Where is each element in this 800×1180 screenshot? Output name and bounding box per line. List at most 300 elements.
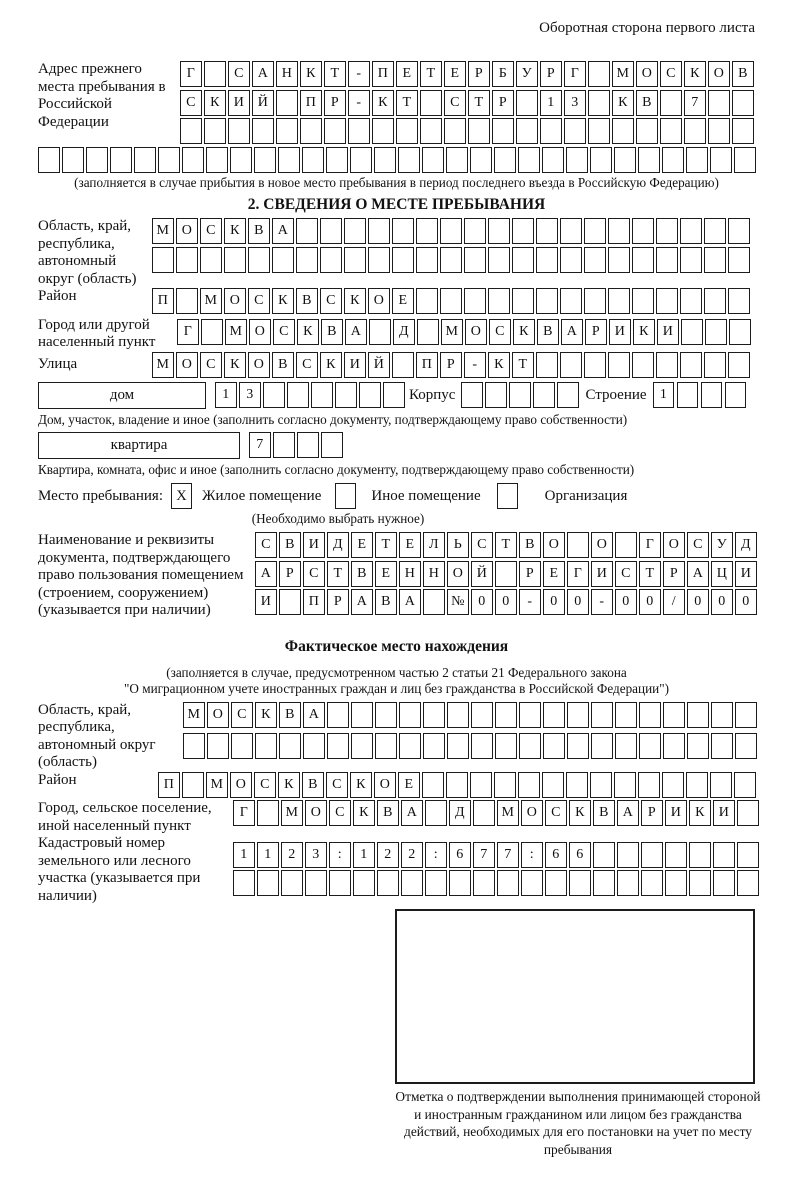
char-cell[interactable]: [297, 432, 319, 458]
char-cell[interactable]: [303, 733, 325, 759]
char-cell[interactable]: К: [320, 352, 342, 378]
char-cell[interactable]: С: [296, 352, 318, 378]
char-cell[interactable]: [375, 733, 397, 759]
char-cell[interactable]: [231, 733, 253, 759]
char-cell[interactable]: Г: [233, 800, 255, 826]
char-cell[interactable]: С: [545, 800, 567, 826]
char-cell[interactable]: [350, 147, 372, 173]
char-cell[interactable]: 1: [215, 382, 237, 408]
grid-korpus[interactable]: [461, 382, 581, 409]
char-cell[interactable]: 0: [615, 589, 637, 615]
char-cell[interactable]: [710, 147, 732, 173]
char-cell[interactable]: [615, 702, 637, 728]
char-cell[interactable]: [584, 218, 606, 244]
char-cell[interactable]: [494, 772, 516, 798]
char-cell[interactable]: Т: [375, 532, 397, 558]
char-cell[interactable]: [636, 118, 658, 144]
char-cell[interactable]: [732, 90, 754, 116]
char-cell[interactable]: [473, 800, 495, 826]
char-cell[interactable]: [281, 870, 303, 896]
char-cell[interactable]: А: [345, 319, 367, 345]
char-cell[interactable]: М: [206, 772, 228, 798]
char-cell[interactable]: С: [273, 319, 295, 345]
char-cell[interactable]: [279, 589, 301, 615]
char-cell[interactable]: Р: [492, 90, 514, 116]
char-cell[interactable]: [615, 532, 637, 558]
char-cell[interactable]: [495, 733, 517, 759]
char-cell[interactable]: [519, 702, 541, 728]
char-cell[interactable]: [276, 118, 298, 144]
char-cell[interactable]: В: [302, 772, 324, 798]
grid-kadastr-row2[interactable]: [233, 870, 761, 896]
char-cell[interactable]: Т: [396, 90, 418, 116]
char-cell[interactable]: [416, 218, 438, 244]
char-cell[interactable]: [464, 247, 486, 273]
char-cell[interactable]: [593, 870, 615, 896]
char-cell[interactable]: Т: [327, 561, 349, 587]
char-cell[interactable]: С: [303, 561, 325, 587]
char-cell[interactable]: [375, 702, 397, 728]
char-cell[interactable]: [656, 218, 678, 244]
char-cell[interactable]: [62, 147, 84, 173]
char-cell[interactable]: [398, 147, 420, 173]
char-cell[interactable]: Е: [399, 532, 421, 558]
char-cell[interactable]: [711, 702, 733, 728]
grid-prev-address-row4[interactable]: [38, 147, 755, 173]
char-cell[interactable]: [536, 247, 558, 273]
char-cell[interactable]: 0: [471, 589, 493, 615]
char-cell[interactable]: [617, 870, 639, 896]
char-cell[interactable]: О: [636, 61, 658, 87]
char-cell[interactable]: [689, 842, 711, 868]
char-cell[interactable]: О: [207, 702, 229, 728]
char-cell[interactable]: [326, 147, 348, 173]
char-cell[interactable]: [488, 288, 510, 314]
char-cell[interactable]: 0: [495, 589, 517, 615]
char-cell[interactable]: [512, 288, 534, 314]
char-cell[interactable]: [392, 218, 414, 244]
char-cell[interactable]: [377, 870, 399, 896]
char-cell[interactable]: Г: [180, 61, 202, 87]
char-cell[interactable]: [711, 733, 733, 759]
char-cell[interactable]: [420, 118, 442, 144]
char-cell[interactable]: [440, 247, 462, 273]
char-cell[interactable]: П: [152, 288, 174, 314]
char-cell[interactable]: П: [372, 61, 394, 87]
char-cell[interactable]: 3: [305, 842, 327, 868]
char-cell[interactable]: :: [329, 842, 351, 868]
char-cell[interactable]: [588, 61, 610, 87]
grid-prev-address-row2[interactable]: [180, 90, 756, 116]
char-cell[interactable]: [608, 288, 630, 314]
char-cell[interactable]: С: [471, 532, 493, 558]
char-cell[interactable]: [321, 432, 343, 458]
char-cell[interactable]: О: [663, 532, 685, 558]
char-cell[interactable]: С: [660, 61, 682, 87]
char-cell[interactable]: С: [228, 61, 250, 87]
char-cell[interactable]: [590, 147, 612, 173]
char-cell[interactable]: [734, 772, 756, 798]
grid-document-row2[interactable]: [255, 561, 759, 587]
char-cell[interactable]: [663, 702, 685, 728]
char-cell[interactable]: [533, 382, 555, 408]
char-cell[interactable]: [713, 842, 735, 868]
char-cell[interactable]: К: [513, 319, 535, 345]
grid-stroenie[interactable]: [653, 382, 749, 409]
char-cell[interactable]: В: [351, 561, 373, 587]
char-cell[interactable]: [660, 90, 682, 116]
char-cell[interactable]: [591, 733, 613, 759]
char-cell[interactable]: [662, 147, 684, 173]
char-cell[interactable]: О: [465, 319, 487, 345]
grid-gorod-fact[interactable]: [233, 800, 761, 826]
char-cell[interactable]: [201, 319, 223, 345]
char-cell[interactable]: [641, 870, 663, 896]
char-cell[interactable]: [641, 842, 663, 868]
char-cell[interactable]: С: [444, 90, 466, 116]
char-cell[interactable]: [632, 288, 654, 314]
char-cell[interactable]: С: [231, 702, 253, 728]
grid-ulitsa-s2[interactable]: [152, 352, 752, 378]
char-cell[interactable]: [182, 147, 204, 173]
char-cell[interactable]: [687, 702, 709, 728]
char-cell[interactable]: [543, 733, 565, 759]
char-cell[interactable]: [566, 147, 588, 173]
char-cell[interactable]: Д: [449, 800, 471, 826]
char-cell[interactable]: [516, 118, 538, 144]
char-cell[interactable]: [287, 382, 309, 408]
char-cell[interactable]: И: [609, 319, 631, 345]
char-cell[interactable]: В: [279, 702, 301, 728]
char-cell[interactable]: [564, 118, 586, 144]
char-cell[interactable]: [449, 870, 471, 896]
char-cell[interactable]: [320, 218, 342, 244]
char-cell[interactable]: [351, 702, 373, 728]
char-cell[interactable]: А: [252, 61, 274, 87]
char-cell[interactable]: [296, 247, 318, 273]
char-cell[interactable]: Т: [639, 561, 661, 587]
char-cell[interactable]: [228, 118, 250, 144]
char-cell[interactable]: [396, 118, 418, 144]
char-cell[interactable]: К: [689, 800, 711, 826]
char-cell[interactable]: М: [441, 319, 463, 345]
char-cell[interactable]: Д: [735, 532, 757, 558]
checkbox-organizatsiya[interactable]: [497, 483, 518, 509]
grid-kvartira[interactable]: [249, 432, 345, 459]
char-cell[interactable]: П: [416, 352, 438, 378]
char-cell[interactable]: [684, 118, 706, 144]
char-cell[interactable]: Д: [327, 532, 349, 558]
char-cell[interactable]: [182, 772, 204, 798]
char-cell[interactable]: [680, 288, 702, 314]
char-cell[interactable]: А: [561, 319, 583, 345]
char-cell[interactable]: С: [255, 532, 277, 558]
char-cell[interactable]: [737, 842, 759, 868]
char-cell[interactable]: [38, 147, 60, 173]
char-cell[interactable]: [735, 733, 757, 759]
char-cell[interactable]: [351, 733, 373, 759]
char-cell[interactable]: М: [225, 319, 247, 345]
char-cell[interactable]: [311, 382, 333, 408]
char-cell[interactable]: Т: [512, 352, 534, 378]
char-cell[interactable]: [423, 733, 445, 759]
char-cell[interactable]: Й: [471, 561, 493, 587]
char-cell[interactable]: [440, 218, 462, 244]
char-cell[interactable]: [447, 733, 469, 759]
char-cell[interactable]: [248, 247, 270, 273]
grid-oblast-s2-row2[interactable]: [152, 247, 752, 273]
char-cell[interactable]: 0: [543, 589, 565, 615]
char-cell[interactable]: [494, 147, 516, 173]
char-cell[interactable]: [447, 702, 469, 728]
char-cell[interactable]: -: [464, 352, 486, 378]
char-cell[interactable]: [422, 147, 444, 173]
char-cell[interactable]: [263, 382, 285, 408]
char-cell[interactable]: Е: [444, 61, 466, 87]
grid-oblast-fact-row1[interactable]: [183, 702, 759, 728]
char-cell[interactable]: [471, 733, 493, 759]
char-cell[interactable]: Р: [327, 589, 349, 615]
char-cell[interactable]: [677, 382, 699, 408]
char-cell[interactable]: У: [516, 61, 538, 87]
char-cell[interactable]: [566, 772, 588, 798]
char-cell[interactable]: [152, 247, 174, 273]
char-cell[interactable]: №: [447, 589, 469, 615]
char-cell[interactable]: А: [617, 800, 639, 826]
char-cell[interactable]: [495, 561, 517, 587]
char-cell[interactable]: [536, 352, 558, 378]
char-cell[interactable]: В: [321, 319, 343, 345]
char-cell[interactable]: [446, 147, 468, 173]
char-cell[interactable]: [416, 247, 438, 273]
char-cell[interactable]: О: [708, 61, 730, 87]
char-cell[interactable]: Р: [519, 561, 541, 587]
char-cell[interactable]: С: [489, 319, 511, 345]
char-cell[interactable]: -: [519, 589, 541, 615]
char-cell[interactable]: [680, 218, 702, 244]
char-cell[interactable]: [176, 247, 198, 273]
checkbox-inoe[interactable]: [335, 483, 356, 509]
char-cell[interactable]: [110, 147, 132, 173]
char-cell[interactable]: М: [152, 218, 174, 244]
char-cell[interactable]: [444, 118, 466, 144]
char-cell[interactable]: К: [224, 352, 246, 378]
char-cell[interactable]: [471, 702, 493, 728]
grid-document-row1[interactable]: [255, 532, 759, 558]
char-cell[interactable]: [545, 870, 567, 896]
char-cell[interactable]: А: [401, 800, 423, 826]
char-cell[interactable]: [615, 733, 637, 759]
char-cell[interactable]: Н: [423, 561, 445, 587]
char-cell[interactable]: [254, 147, 276, 173]
char-cell[interactable]: [704, 218, 726, 244]
char-cell[interactable]: Е: [398, 772, 420, 798]
char-cell[interactable]: [732, 118, 754, 144]
char-cell[interactable]: -: [591, 589, 613, 615]
char-cell[interactable]: [567, 702, 589, 728]
char-cell[interactable]: [686, 772, 708, 798]
char-cell[interactable]: А: [272, 218, 294, 244]
char-cell[interactable]: 1: [540, 90, 562, 116]
char-cell[interactable]: Е: [351, 532, 373, 558]
char-cell[interactable]: К: [372, 90, 394, 116]
char-cell[interactable]: [617, 842, 639, 868]
char-cell[interactable]: [279, 733, 301, 759]
char-cell[interactable]: У: [711, 532, 733, 558]
char-cell[interactable]: П: [303, 589, 325, 615]
char-cell[interactable]: [588, 118, 610, 144]
char-cell[interactable]: Н: [276, 61, 298, 87]
char-cell[interactable]: -: [348, 61, 370, 87]
char-cell[interactable]: А: [351, 589, 373, 615]
char-cell[interactable]: [470, 772, 492, 798]
grid-dom[interactable]: [215, 382, 407, 409]
char-cell[interactable]: О: [249, 319, 271, 345]
char-cell[interactable]: :: [521, 842, 543, 868]
char-cell[interactable]: [399, 702, 421, 728]
char-cell[interactable]: [639, 733, 661, 759]
char-cell[interactable]: Р: [540, 61, 562, 87]
char-cell[interactable]: [344, 247, 366, 273]
char-cell[interactable]: [423, 589, 445, 615]
char-cell[interactable]: [446, 772, 468, 798]
char-cell[interactable]: [663, 733, 685, 759]
char-cell[interactable]: А: [399, 589, 421, 615]
char-cell[interactable]: К: [353, 800, 375, 826]
char-cell[interactable]: [632, 247, 654, 273]
char-cell[interactable]: [728, 352, 750, 378]
char-cell[interactable]: Т: [324, 61, 346, 87]
char-cell[interactable]: [158, 147, 180, 173]
char-cell[interactable]: [632, 352, 654, 378]
char-cell[interactable]: [488, 218, 510, 244]
char-cell[interactable]: [257, 870, 279, 896]
char-cell[interactable]: Р: [663, 561, 685, 587]
char-cell[interactable]: [560, 352, 582, 378]
grid-raion-s2[interactable]: [152, 288, 752, 314]
char-cell[interactable]: 1: [353, 842, 375, 868]
char-cell[interactable]: И: [713, 800, 735, 826]
char-cell[interactable]: К: [204, 90, 226, 116]
char-cell[interactable]: [374, 147, 396, 173]
char-cell[interactable]: 0: [639, 589, 661, 615]
char-cell[interactable]: О: [230, 772, 252, 798]
char-cell[interactable]: [638, 147, 660, 173]
char-cell[interactable]: И: [255, 589, 277, 615]
char-cell[interactable]: [495, 702, 517, 728]
char-cell[interactable]: О: [305, 800, 327, 826]
char-cell[interactable]: К: [350, 772, 372, 798]
char-cell[interactable]: Е: [396, 61, 418, 87]
char-cell[interactable]: [662, 772, 684, 798]
char-cell[interactable]: О: [543, 532, 565, 558]
char-cell[interactable]: 6: [569, 842, 591, 868]
char-cell[interactable]: 1: [653, 382, 675, 408]
char-cell[interactable]: С: [326, 772, 348, 798]
char-cell[interactable]: [735, 702, 757, 728]
char-cell[interactable]: К: [488, 352, 510, 378]
char-cell[interactable]: [392, 247, 414, 273]
char-cell[interactable]: [728, 218, 750, 244]
char-cell[interactable]: В: [519, 532, 541, 558]
char-cell[interactable]: [420, 90, 442, 116]
char-cell[interactable]: В: [296, 288, 318, 314]
char-cell[interactable]: [519, 733, 541, 759]
char-cell[interactable]: С: [254, 772, 276, 798]
char-cell[interactable]: 0: [687, 589, 709, 615]
char-cell[interactable]: С: [320, 288, 342, 314]
char-cell[interactable]: В: [248, 218, 270, 244]
char-cell[interactable]: [204, 61, 226, 87]
char-cell[interactable]: [512, 218, 534, 244]
char-cell[interactable]: [300, 118, 322, 144]
char-cell[interactable]: [710, 772, 732, 798]
char-cell[interactable]: 0: [567, 589, 589, 615]
char-cell[interactable]: [180, 118, 202, 144]
char-cell[interactable]: С: [615, 561, 637, 587]
char-cell[interactable]: [614, 772, 636, 798]
char-cell[interactable]: Е: [543, 561, 565, 587]
char-cell[interactable]: И: [735, 561, 757, 587]
char-cell[interactable]: [273, 432, 295, 458]
char-cell[interactable]: [569, 870, 591, 896]
char-cell[interactable]: [540, 118, 562, 144]
char-cell[interactable]: Т: [468, 90, 490, 116]
char-cell[interactable]: [656, 288, 678, 314]
char-cell[interactable]: Р: [641, 800, 663, 826]
char-cell[interactable]: В: [375, 589, 397, 615]
char-cell[interactable]: [681, 319, 703, 345]
char-cell[interactable]: [327, 702, 349, 728]
char-cell[interactable]: [584, 288, 606, 314]
char-cell[interactable]: Р: [468, 61, 490, 87]
char-cell[interactable]: [560, 218, 582, 244]
char-cell[interactable]: [729, 319, 751, 345]
char-cell[interactable]: К: [344, 288, 366, 314]
char-cell[interactable]: [176, 288, 198, 314]
char-cell[interactable]: Г: [177, 319, 199, 345]
char-cell[interactable]: [464, 288, 486, 314]
char-cell[interactable]: [687, 733, 709, 759]
char-cell[interactable]: [728, 288, 750, 314]
char-cell[interactable]: О: [368, 288, 390, 314]
char-cell[interactable]: [368, 218, 390, 244]
char-cell[interactable]: [296, 218, 318, 244]
char-cell[interactable]: [543, 702, 565, 728]
char-cell[interactable]: Д: [393, 319, 415, 345]
char-cell[interactable]: 3: [564, 90, 586, 116]
char-cell[interactable]: И: [344, 352, 366, 378]
char-cell[interactable]: [665, 842, 687, 868]
grid-prev-address-row1[interactable]: [180, 61, 756, 87]
char-cell[interactable]: [383, 382, 405, 408]
char-cell[interactable]: Р: [324, 90, 346, 116]
char-cell[interactable]: [204, 118, 226, 144]
char-cell[interactable]: [368, 247, 390, 273]
char-cell[interactable]: [200, 247, 222, 273]
char-cell[interactable]: М: [612, 61, 634, 87]
char-cell[interactable]: 7: [249, 432, 271, 458]
char-cell[interactable]: Ц: [711, 561, 733, 587]
char-cell[interactable]: [560, 288, 582, 314]
char-cell[interactable]: [734, 147, 756, 173]
char-cell[interactable]: С: [180, 90, 202, 116]
grid-raion-fact[interactable]: [158, 772, 758, 798]
char-cell[interactable]: [737, 870, 759, 896]
char-cell[interactable]: Й: [252, 90, 274, 116]
char-cell[interactable]: [252, 118, 274, 144]
char-cell[interactable]: К: [684, 61, 706, 87]
